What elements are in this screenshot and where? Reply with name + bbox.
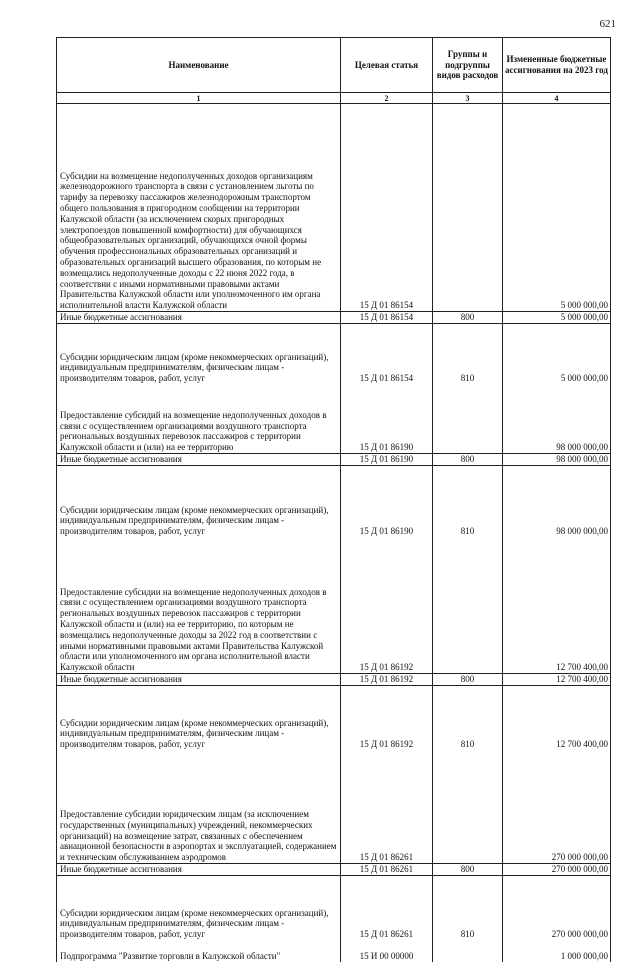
row-name <box>57 864 341 876</box>
row-name-text: Иные бюджетные ассигнования <box>60 864 182 875</box>
row-name-text: Иные бюджетные ассигнования <box>60 674 182 685</box>
row-amount: 270 000 000,00 <box>503 876 611 941</box>
row-name-text: Иные бюджетные ассигнования <box>60 454 182 465</box>
row-target-code: 15 Д 01 86261 <box>341 864 433 876</box>
row-name <box>57 537 341 674</box>
row-name-text: Субсидии юридическим лицам (кроме некоммерческих организаций), индивидуальным предпринимателям, физическим лицам - производителям товаров, работ, услуг <box>60 504 329 537</box>
row-target-code: 15 Д 01 86190 <box>341 454 433 466</box>
row-expense-group <box>433 940 503 962</box>
row-name <box>57 674 341 686</box>
row-expense-group: 800 <box>433 312 503 324</box>
row-name-text: Субсидии юридическим лицам (кроме некоммерческих организаций), индивидуальным предпринимателям, физическим лицам - производителям товаров, работ, услуг <box>60 717 329 750</box>
row-target-code: 15 Д 01 86192 <box>341 537 433 674</box>
row-name <box>57 686 341 751</box>
row-target-code: 15 Д 01 86261 <box>341 876 433 941</box>
row-amount: 98 000 000,00 <box>503 384 611 454</box>
row-expense-group <box>433 750 503 864</box>
table-row <box>57 312 611 324</box>
row-amount: 98 000 000,00 <box>503 466 611 538</box>
column-number: 2 <box>341 93 433 104</box>
header-amount-2023: Измененные бюджетные ассигнования на 2023 год <box>503 38 611 93</box>
row-name <box>57 940 341 962</box>
row-name-text: Предоставление субсидии на возмещение недополученных доходов в связи с осуществлением организациями воздушного транспорта региональных воздушных перевозок пассажиров с территории Калужской области и (или) на ее территорию, по которым не возмещались недополученные доходы за 2022 год в соответствии с иными нормативными правовыми актами Правительства Калужской области или уполномоченного им органа исполнительной власти Калужской области <box>60 586 327 673</box>
column-number: 1 <box>57 93 341 104</box>
table-row <box>57 864 611 876</box>
table-row <box>57 537 611 674</box>
table-row <box>57 750 611 864</box>
row-amount: 1 000 000,00 <box>503 940 611 962</box>
header-expense-groups: Группы и подгруппы видов расходов <box>433 38 503 93</box>
row-expense-group: 810 <box>433 466 503 538</box>
row-name <box>57 324 341 385</box>
table-row <box>57 674 611 686</box>
row-amount: 5 000 000,00 <box>503 324 611 385</box>
table-row <box>57 686 611 751</box>
row-name <box>57 466 341 538</box>
row-name-text: Иные бюджетные ассигнования <box>60 312 182 323</box>
row-amount: 5 000 000,00 <box>503 312 611 324</box>
row-target-code: 15 Д 01 86192 <box>341 674 433 686</box>
row-name <box>57 312 341 324</box>
column-number: 4 <box>503 93 611 104</box>
page-number: 621 <box>599 18 616 30</box>
budget-table <box>56 37 611 962</box>
row-name-text: Подпрограмма "Развитие торговли в Калужской области" <box>60 951 281 962</box>
row-target-code: 15 Д 01 86154 <box>341 104 433 312</box>
row-name-text: Субсидии юридическим лицам (кроме некоммерческих организаций), индивидуальным предпринимателям, физическим лицам - производителям товаров, работ, услуг <box>60 351 329 384</box>
row-expense-group <box>433 104 503 312</box>
row-expense-group: 800 <box>433 864 503 876</box>
row-amount: 270 000 000,00 <box>503 864 611 876</box>
row-name-text: Субсидии юридическим лицам (кроме некоммерческих организаций), индивидуальным предпринимателям, физическим лицам - производителям товаров, работ, услуг <box>60 907 329 940</box>
row-name-text: Предоставление субсидий на возмещение недополученных доходов в связи с осуществлением организациями воздушного транспорта региональных воздушных перевозок пассажиров с территории Калужской области и (или) на ее территорию <box>60 409 327 453</box>
row-name-text: Субсидии на возмещение недополученных доходов организациям железнодорожного транспорта в связи с установлением льготы по тарифу за перевозку пассажиров железнодорожным транспортом общего пользования в пригородном сообщении на территории Калужской области (за исключением скорых пригородных электропоездов повышенной комфортности) для обучающихся общеобразовательных организаций, обучающихся очной формы обучения профессиональных образовательных организаций и образовательных организаций высшего образования, по которым не возмещались недополученные доходы с 22 июня 2022 года, в соответствии с иными нормативными правовыми актами Правительства Калужской области или уполномоченного им органа исполнительной власти Калужской области <box>60 170 322 311</box>
column-number: 3 <box>433 93 503 104</box>
table-row <box>57 466 611 538</box>
row-name <box>57 750 341 864</box>
header-row <box>57 38 611 93</box>
row-target-code: 15 Д 01 86190 <box>341 466 433 538</box>
row-expense-group <box>433 537 503 674</box>
row-target-code: 15 Д 01 86154 <box>341 324 433 385</box>
row-amount: 270 000 000,00 <box>503 750 611 864</box>
row-name-text: Предоставление субсидии юридическим лицам (за исключением государственных (муниципальных) учреждений, некоммерческих организаций) на возмещение затрат, связанных с обеспечением авиационной безопасности в аэропортах и эксплуатацией, содержанием и техническим обслуживанием аэродромов <box>60 809 337 863</box>
row-target-code: 15 Д 01 86154 <box>341 312 433 324</box>
table-row <box>57 384 611 454</box>
row-name <box>57 454 341 466</box>
row-name <box>57 384 341 454</box>
table-row <box>57 104 611 312</box>
row-target-code: 15 Д 01 86190 <box>341 384 433 454</box>
row-name <box>57 876 341 941</box>
table-row <box>57 876 611 941</box>
row-expense-group: 800 <box>433 454 503 466</box>
row-expense-group <box>433 384 503 454</box>
row-expense-group: 800 <box>433 674 503 686</box>
row-expense-group: 810 <box>433 686 503 751</box>
row-target-code: 15 Д 01 86192 <box>341 686 433 751</box>
header-target-article: Целевая статья <box>341 38 433 93</box>
row-amount: 12 700 400,00 <box>503 537 611 674</box>
row-name <box>57 104 341 312</box>
row-target-code: 15 Д 01 86261 <box>341 750 433 864</box>
table-row <box>57 324 611 385</box>
row-amount: 12 700 400,00 <box>503 674 611 686</box>
column-number-row <box>57 93 611 104</box>
table-row <box>57 940 611 962</box>
row-target-code: 15 И 00 00000 <box>341 940 433 962</box>
row-amount: 12 700 400,00 <box>503 686 611 751</box>
row-expense-group: 810 <box>433 876 503 941</box>
table-row <box>57 454 611 466</box>
header-name: Наименование <box>57 38 341 93</box>
row-expense-group: 810 <box>433 324 503 385</box>
row-amount: 98 000 000,00 <box>503 454 611 466</box>
row-amount: 5 000 000,00 <box>503 104 611 312</box>
